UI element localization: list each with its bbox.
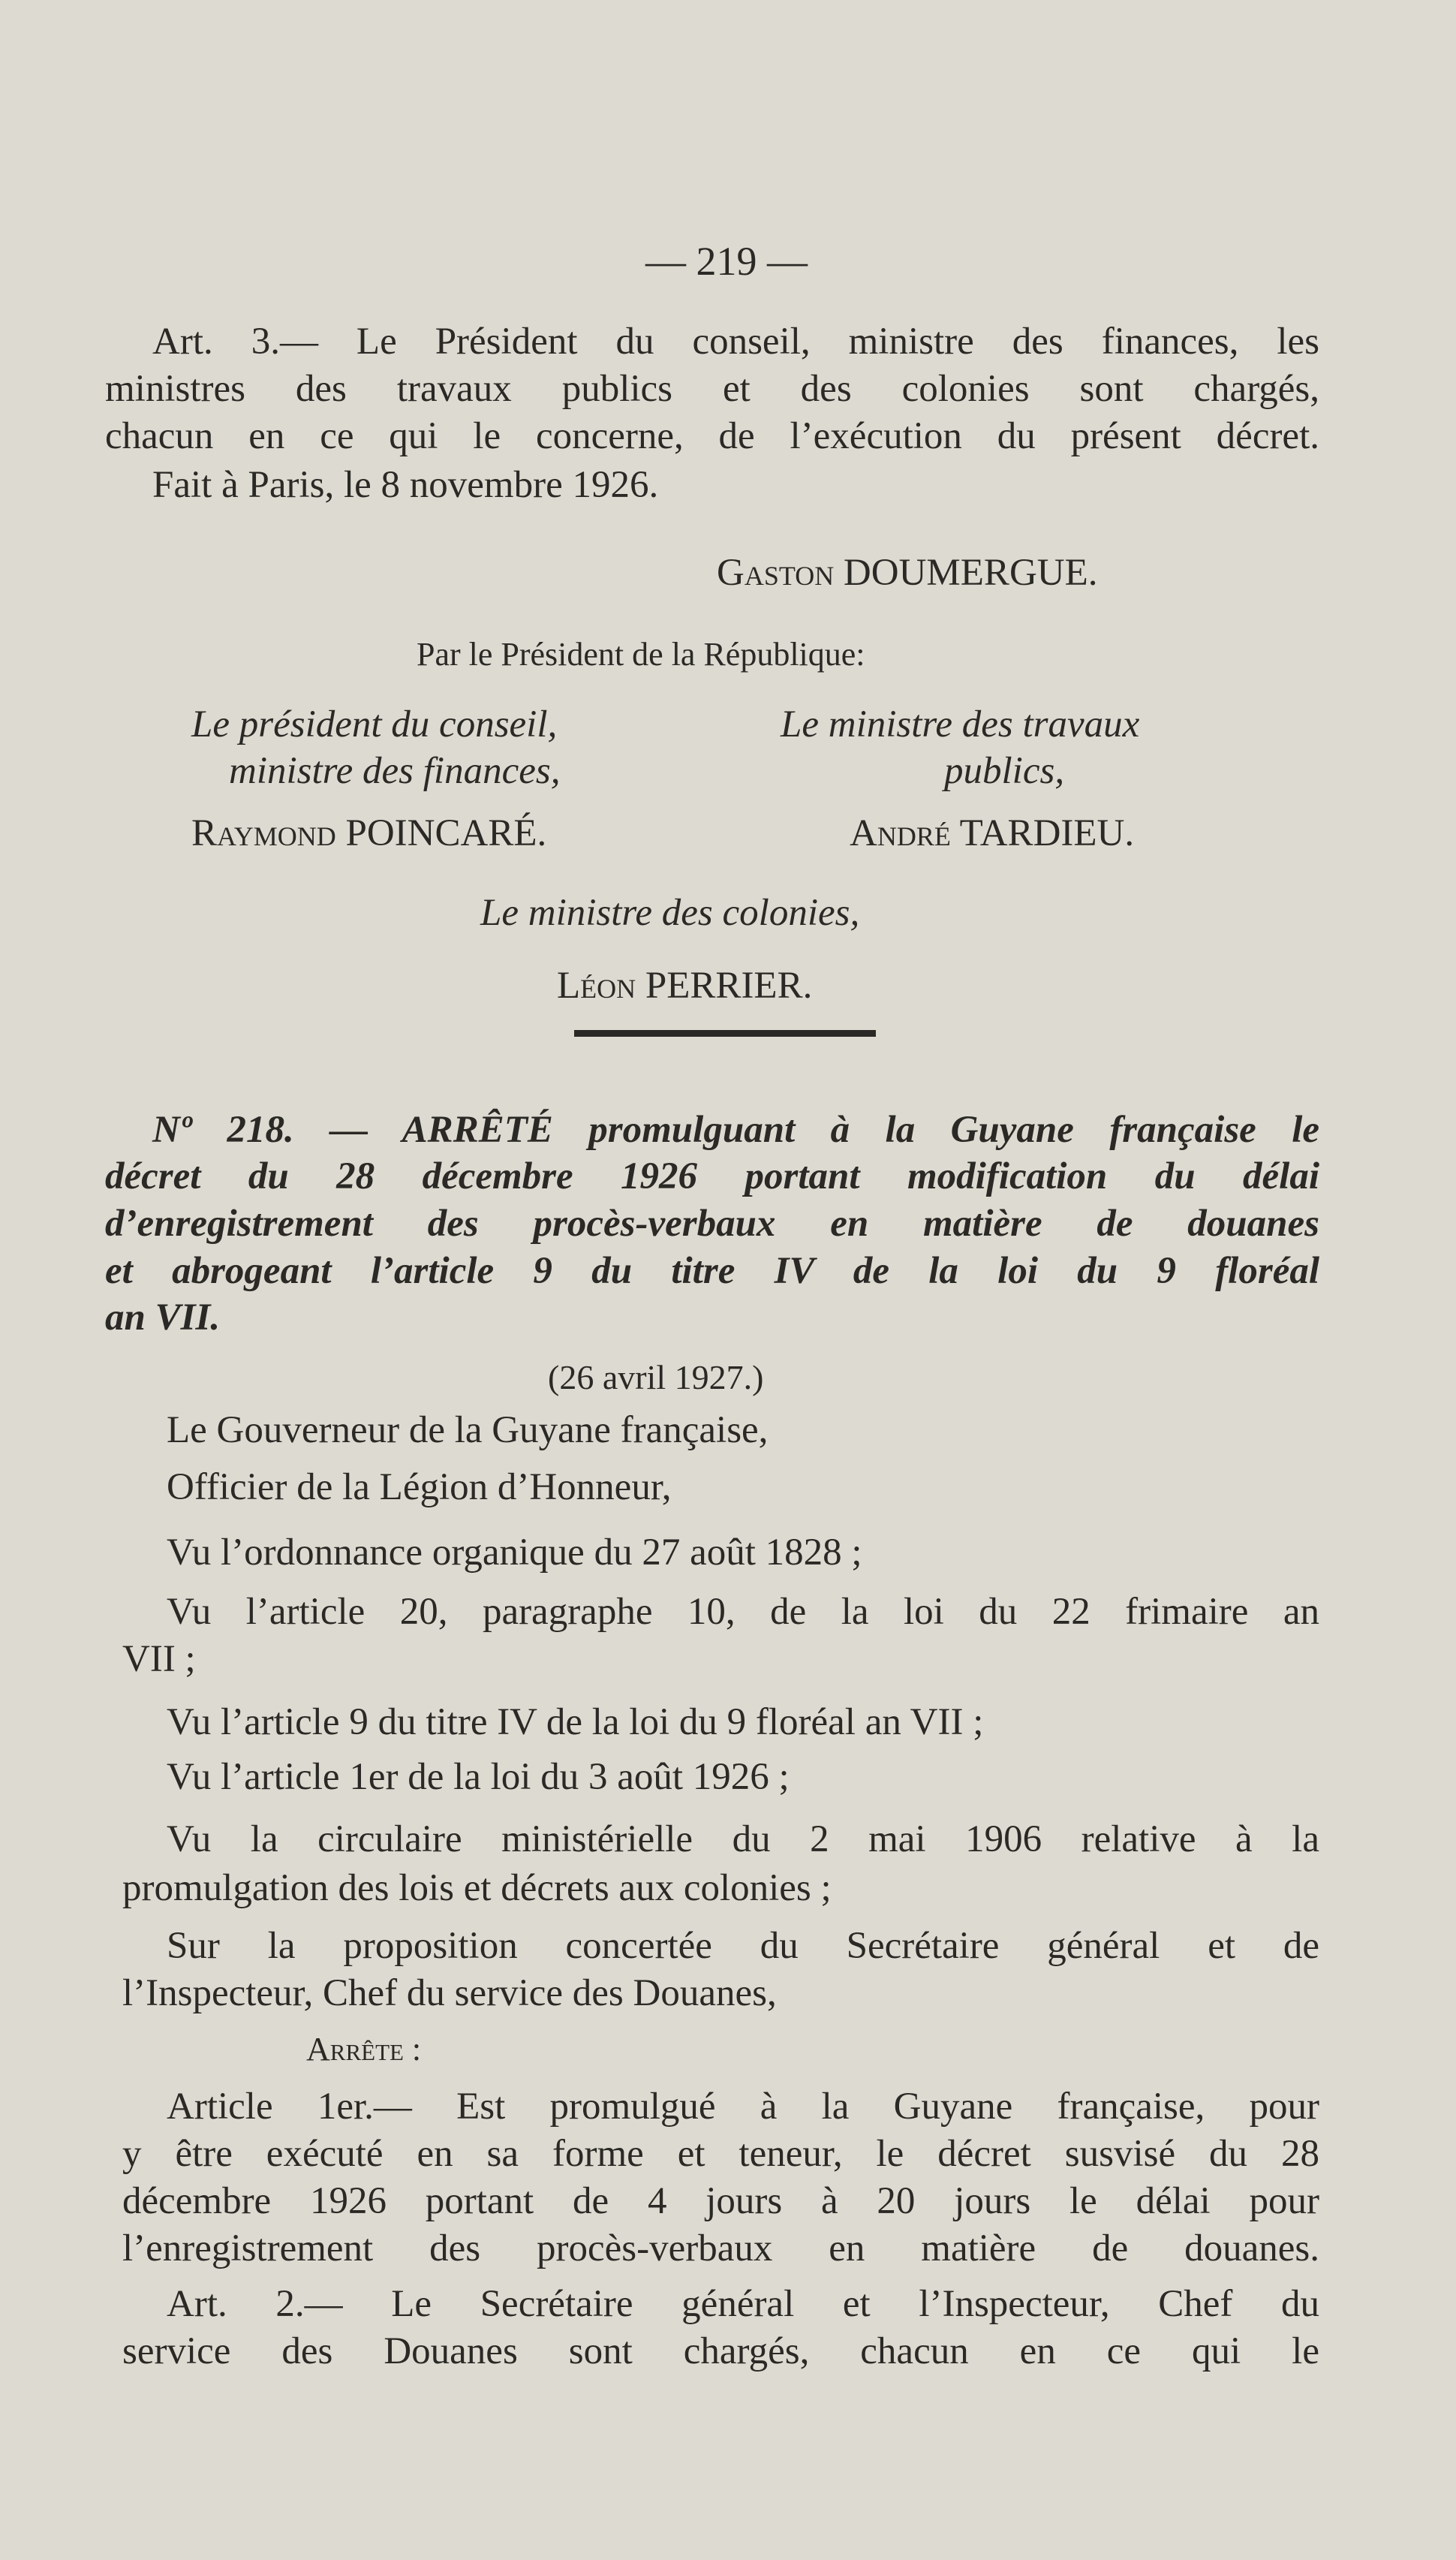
vu-clause: Vu l’ordonnance organique du 27 août 1828 ; (167, 1531, 862, 1574)
arrete-heading-line: et abrogeant l’article 9 du titre IV de la loi du 9 floréal (105, 1250, 1319, 1292)
preamble-line: Le Gouverneur de la Guyane française, (167, 1409, 769, 1451)
president-name: Gaston DOUMERGUE. (717, 552, 1098, 594)
arrete-label: Arrête : (306, 2031, 422, 2068)
vu-clause: Vu l’article 1er de la loi du 3 août 1926 ; (167, 1756, 790, 1798)
article2-line: service des Douanes sont chargés, chacun en ce qui le (122, 2330, 1319, 2372)
signatory-right-title: Le ministre des travaux (781, 703, 1140, 745)
vu-clause: Sur la proposition concertée du Secrétaire général et de (167, 1925, 1319, 1967)
article1-line: décembre 1926 portant de 4 jours à 20 jours le délai pour (122, 2180, 1319, 2222)
preamble-line: Officier de la Légion d’Honneur, (167, 1466, 672, 1508)
par-le-president: Par le Président de la République: (417, 636, 865, 673)
arrete-heading-line: an VII. (105, 1297, 221, 1339)
vu-clause: promulgation des lois et décrets aux colonies ; (122, 1867, 832, 1909)
section-divider (574, 1030, 876, 1037)
signatory-right-name: André TARDIEU. (850, 812, 1135, 854)
art3-line: Art. 3.— Le Président du conseil, ministre des finances, les (152, 321, 1319, 363)
article2-line: Art. 2.— Le Secrétaire général et l’Inspecteur, Chef du (167, 2283, 1319, 2325)
article1-line: y être exécuté en sa forme et teneur, le décret susvisé du 28 (122, 2133, 1319, 2175)
arrete-heading-line: décret du 28 décembre 1926 portant modification du délai (105, 1155, 1319, 1197)
page-number: — 219 — (645, 239, 808, 284)
arrete-heading-line: d’enregistrement des procès-verbaux en matière de douanes (105, 1203, 1319, 1245)
signing-date: Fait à Paris, le 8 novembre 1926. (152, 464, 659, 506)
vu-clause: l’Inspecteur, Chef du service des Douanes, (122, 1972, 777, 2014)
signatory-colonies-title: Le ministre des colonies, (480, 892, 860, 934)
art3-line: chacun en ce qui le concerne, de l’exécution du présent décret. (105, 415, 1319, 457)
vu-clause: Vu la circulaire ministérielle du 2 mai 1906 relative à la (167, 1818, 1319, 1860)
article1-line: Article 1er.— Est promulgué à la Guyane française, pour (167, 2086, 1319, 2128)
signatory-right-title: publics, (944, 750, 1065, 792)
arrete-heading-line: Nº 218. — ARRÊTÉ promulguant à la Guyane française le (152, 1109, 1319, 1151)
signatory-colonies-name: Léon PERRIER. (557, 965, 813, 1007)
vu-clause: Vu l’article 20, paragraphe 10, de la loi du 22 frimaire an (167, 1591, 1319, 1633)
vu-clause: VII ; (122, 1638, 196, 1680)
signatory-left-title: Le président du conseil, (191, 703, 558, 745)
article1-line: l’enregistrement des procès-verbaux en matière de douanes. (122, 2227, 1319, 2269)
vu-clause: Vu l’article 9 du titre IV de la loi du 9 floréal an VII ; (167, 1701, 984, 1743)
signatory-left-title: ministre des finances, (229, 750, 561, 792)
signatory-left-name: Raymond POINCARÉ. (191, 812, 547, 854)
arrete-date: (26 avril 1927.) (548, 1358, 764, 1396)
art3-line: ministres des travaux publics et des colonies sont chargés, (105, 368, 1319, 410)
